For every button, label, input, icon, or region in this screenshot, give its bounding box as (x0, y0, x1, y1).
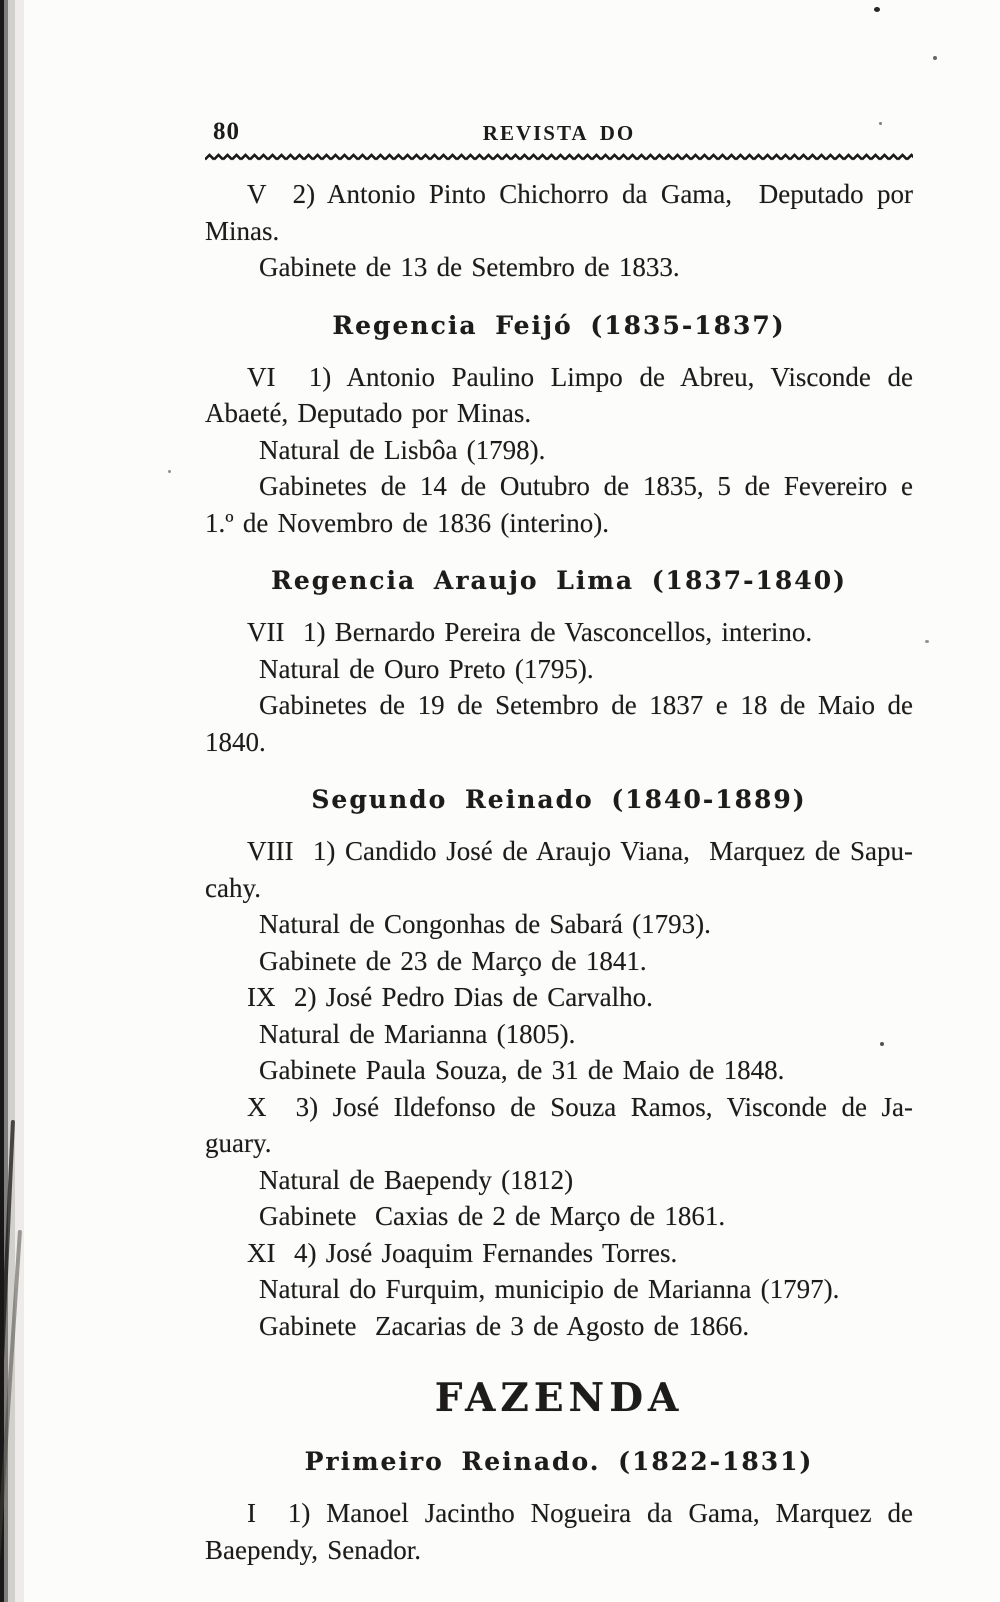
text-line: IX 2) José Pedro Dias de Carvalho. (247, 982, 653, 1012)
text-line: Natural de Lisbôa (1798). (259, 434, 546, 465)
running-title: REVISTA DO (482, 121, 636, 145)
text-line: I 1) Manoel Jacintho Nogueira da Gama, Marquez de (247, 1498, 913, 1528)
section-heading: Segundo Reinado (1840-1889) (311, 785, 807, 814)
text-line: Gabinete Caxias de 2 de Março de 1861. (259, 1201, 726, 1231)
page-number: 80 (213, 118, 240, 145)
scan-speck (925, 640, 929, 643)
text-line: Abaeté, Deputado por Minas. (205, 398, 532, 428)
scan-speck (933, 56, 937, 60)
scan-speck (874, 7, 880, 12)
text-line: cahy. (205, 872, 261, 903)
text-line: VII 1) Bernardo Pereira de Vasconcellos, interino. (247, 617, 813, 647)
text-line: Baependy, Senador. (205, 1534, 421, 1565)
text-line: Natural de Congonhas de Sabará (1793). (259, 909, 711, 939)
text-line: XI 4) José Joaquim Fernandes Torres. (247, 1237, 678, 1268)
section-heading: Regencia Araujo Lima (1837-1840) (271, 566, 847, 595)
text-line: Gabinetes de 19 de Setembro de 1837 e 18 de Maio de (259, 690, 913, 720)
text-line: Gabinete Paula Souza, de 31 de Maio de 1848. (259, 1055, 785, 1085)
text-line: Gabinete Zacarias de 3 de Agosto de 1866. (259, 1310, 750, 1341)
text-line: Natural do Furquim, municipio de Marianna (1797). (259, 1274, 840, 1304)
text-line: 1840. (205, 726, 266, 757)
scan-speck (879, 122, 882, 125)
section-heading: Regencia Feijó (1835-1837) (332, 310, 786, 340)
text-line: Natural de Baependy (1812) (259, 1164, 574, 1195)
text-line: VI 1) Antonio Paulino Limpo de Abreu, Visconde de (247, 361, 913, 392)
section-heading: Primeiro Reinado. (1822-1831) (304, 1447, 814, 1476)
text-line: Minas. (205, 215, 280, 246)
text-line: guary. (205, 1128, 272, 1158)
text-line: Natural de Marianna (1805). (259, 1018, 576, 1049)
text-line: X 3) José Ildefonso de Souza Ramos, Visconde de Ja- (247, 1091, 913, 1122)
page-body (205, 176, 913, 1568)
page-header (205, 116, 913, 156)
book-gutter-shadow (0, 0, 36, 1602)
section-title: FAZENDA (434, 1375, 684, 1421)
scan-speck (880, 1042, 884, 1046)
text-line: 1.º de Novembro de 1836 (interino). (205, 507, 610, 538)
text-line: V 2) Antonio Pinto Chichorro da Gama, Deputado por (247, 179, 913, 209)
text-line: Gabinete de 13 de Setembro de 1833. (259, 252, 680, 282)
text-line: VIII 1) Candido José de Araujo Viana, Marquez de Sapu- (247, 836, 913, 866)
text-line: Gabinetes de 14 de Outubro de 1835, 5 de Fevereiro e (259, 471, 913, 501)
text-line: Natural de Ouro Preto (1795). (259, 653, 594, 684)
header-rule-wavy (205, 149, 913, 158)
scan-speck (168, 470, 171, 473)
text-line: Gabinete de 23 de Março de 1841. (259, 945, 647, 976)
